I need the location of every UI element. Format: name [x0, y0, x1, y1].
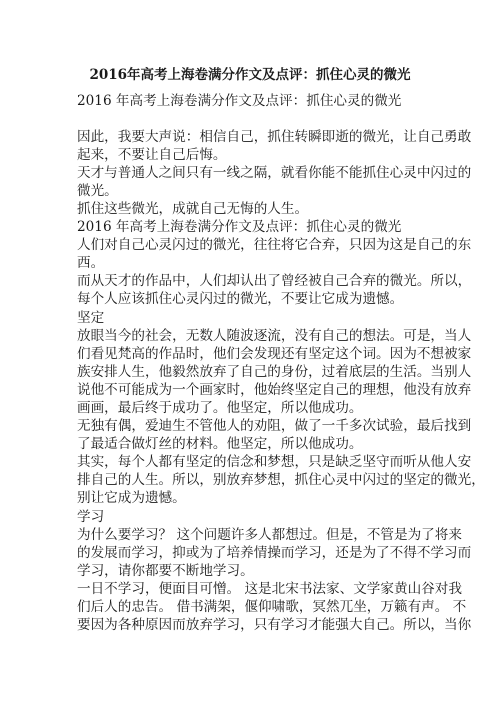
body-line: 抓住这些微光，成就自己无悔的人生。: [77, 201, 309, 217]
body-line: 排自己的人生。所以，别放弃梦想，抓住心灵中闪过的坚定的微光，: [77, 472, 485, 488]
body-line: 们后人的忠告。 借书满架，偃仰啸歌，冥然兀坐，万籁有声。 不: [77, 599, 467, 615]
body-line: 画画，最后终于成功了。他坚定，所以他成功。: [77, 400, 363, 416]
body-line: 起来，不要让自己后悔。: [77, 147, 227, 163]
body-line: 学习，请你都要不断地学习。: [77, 563, 254, 579]
body-line: 一日不学习，便面目可憎。 这是北宋书法家、文学家黄山谷对我: [77, 581, 462, 597]
body-line: 的发展而学习，抑或为了培养情操而学习，还是为了不得不学习而: [77, 545, 472, 561]
body-line: 而从天才的作品中，人们却认出了曾经被自己合弃的微光。所以，: [77, 273, 472, 289]
body-line: 说他不可能成为一个画家时，他始终坚定自己的理想，他没有放弃: [77, 382, 472, 398]
section-heading: 坚定: [77, 310, 105, 326]
body-line: 们看见梵高的作品时，他们会发现还有坚定这个词。因为不想被家: [77, 346, 472, 362]
body-line: 西。: [77, 255, 105, 271]
body-line: 族安排人生，他毅然放弃了自己的身份，过着底层的生活。当别人: [77, 364, 472, 380]
body-line: 因此，我要大声说：相信自己，抓住转瞬即逝的微光，让自己勇敢: [77, 129, 472, 145]
body-line: 天才与普通人之间只有一线之隔，就看你能不能抓住心灵中闪过的: [77, 165, 472, 181]
body-line: 别让它成为遗憾。: [77, 490, 186, 506]
body-line: 为什么要学习？ 这个问题许多人都想过。但是，不管是为了将来: [77, 527, 462, 543]
body-line: 2016 年高考上海卷满分作文及点评：抓住心灵的微光: [77, 93, 402, 109]
body-line: 2016 年高考上海卷满分作文及点评：抓住心灵的微光: [77, 219, 402, 235]
body-line: 无独有偶，爱迪生不管他人的劝阻，做了一千多次试验，最后找到: [77, 418, 472, 434]
body-line: 每个人应该抓住心灵闪过的微光，不要让它成为遗憾。: [77, 291, 404, 307]
document-title: 2016年高考上海卷满分作文及点评：抓住心灵的微光: [89, 67, 411, 83]
body-line: 了最适合做灯丝的材料。他坚定，所以他成功。: [77, 436, 363, 452]
body-line: 微光。: [77, 183, 118, 199]
body-line: 人们对自己心灵闪过的微光，往往将它合弃，只因为这是自己的东: [77, 237, 472, 253]
body-line: 放眼当今的社会，无数人随波逐流，没有自己的想法。可是，当人: [77, 328, 472, 344]
section-heading: 学习: [77, 509, 105, 525]
body-line: 其实，每个人都有坚定的信念和梦想，只是缺乏坚守而听从他人安: [77, 454, 472, 470]
body-line: 要因为各种原因而放弃学习，只有学习才能强大自己。所以，当你: [77, 617, 472, 633]
